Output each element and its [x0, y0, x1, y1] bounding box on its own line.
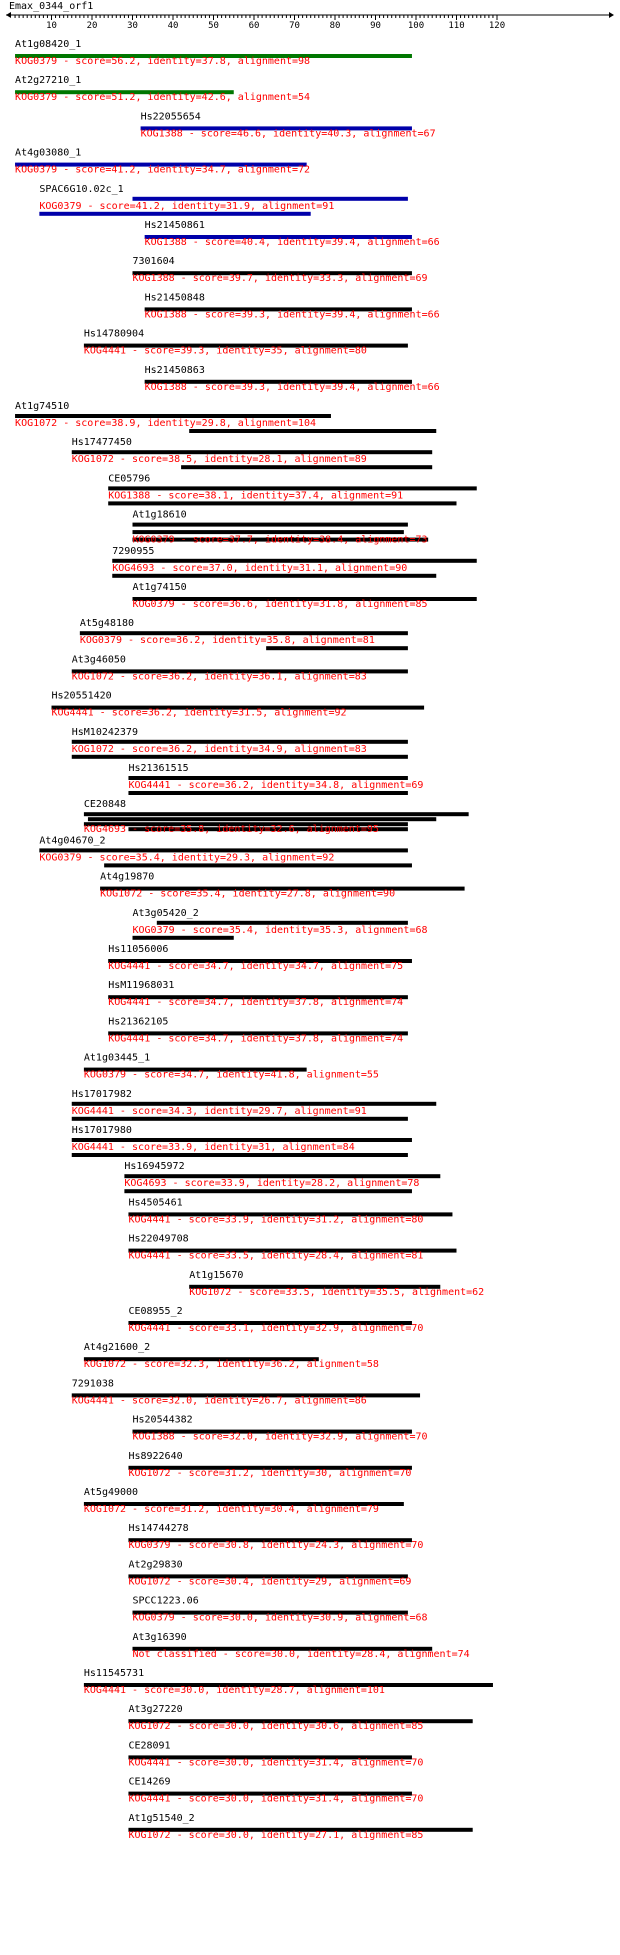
alignment-bar	[112, 574, 436, 578]
hit-name: At4g21600_2	[83, 1342, 151, 1354]
hit-name: Hs21450863	[144, 364, 205, 376]
hit-row	[80, 618, 408, 650]
hit-row	[84, 1487, 404, 1515]
hit-name: HsM10242379	[71, 726, 138, 738]
hit-name: At3g05420_2	[132, 907, 199, 919]
kog-annotation: KOG0379 - score=34.7, identity=41.8, alignment=55	[83, 1069, 379, 1081]
hit-row	[128, 1559, 411, 1587]
kog-annotation: KOG4441 - score=30.0, identity=31.4, alignment=70	[128, 1793, 424, 1805]
hit-name: Hs22049708	[128, 1233, 189, 1245]
hit-name: 7290955	[112, 545, 155, 557]
hit-name: Hs17477450	[71, 437, 132, 449]
hit-name: Hs17017980	[71, 1125, 132, 1136]
kog-annotation: KOG1388 - score=32.0, identity=32.9, alignment=70	[132, 1431, 428, 1443]
hit-row	[72, 1378, 420, 1406]
hit-name: Hs17017982	[71, 1088, 132, 1100]
kog-annotation: KOG4441 - score=34.7, identity=34.7, alignment=75	[108, 961, 404, 972]
hit-row	[108, 1016, 408, 1044]
alignment-bar	[108, 501, 456, 505]
hit-row	[112, 546, 477, 578]
hit-row	[15, 75, 310, 103]
tick-label: 10	[46, 21, 57, 31]
tick-label: 100	[407, 21, 425, 31]
hit-name: At4g04670_2	[39, 835, 106, 847]
hit-name: 7291038	[71, 1378, 114, 1390]
hit-row	[15, 39, 412, 67]
kog-annotation: KOG1072 - score=35.4, identity=27.8, alignment=90	[100, 888, 396, 900]
hit-name: HsM11968031	[108, 980, 175, 992]
hit-name: Hs11545731	[83, 1668, 145, 1679]
alignment-bar	[124, 1189, 412, 1193]
kog-annotation: KOG0379 - score=37.7, identity=38.4, alignment=73	[132, 534, 428, 546]
hit-name: At1g18610	[132, 509, 187, 521]
kog-annotation: KOG1388 - score=46.6, identity=40.3, alignment=67	[140, 128, 436, 140]
hit-name: At2g27210_1	[15, 75, 82, 87]
kog-annotation: KOG0379 - score=35.4, identity=35.3, alignment=68	[132, 924, 428, 936]
kog-annotation: KOG1072 - score=32.3, identity=36.2, alignment=58	[83, 1359, 379, 1371]
kog-annotation: KOG1072 - score=38.5, identity=28.1, alignment=89	[71, 454, 367, 466]
hit-row	[133, 256, 428, 284]
hit-row	[72, 727, 408, 759]
hit-name: At4g19870	[100, 871, 155, 883]
hit-name: At5g49000	[83, 1487, 139, 1498]
kog-annotation: KOG1388 - score=39.3, identity=39.4, alignment=66	[144, 309, 440, 321]
kog-annotation: KOG4441 - score=39.3, identity=35, alignment=80	[83, 345, 367, 357]
axis-right-arrow-icon	[609, 12, 614, 18]
kog-annotation: KOG0379 - score=41.2, identity=34.7, alignment=72	[15, 164, 311, 176]
hit-name: CE05796	[108, 473, 151, 485]
tick-label: 120	[488, 21, 506, 31]
alignment-bar	[72, 755, 408, 759]
kog-annotation: KOG1072 - score=30.0, identity=30.6, alignment=85	[128, 1721, 424, 1733]
hit-name: 7301604	[132, 256, 175, 268]
alignment-bar	[88, 817, 436, 821]
hit-row	[84, 799, 469, 835]
hit-name: Hs21450861	[144, 220, 205, 231]
kog-annotation: KOG1388 - score=38.1, identity=37.4, alignment=91	[108, 490, 404, 502]
alignment-bar	[189, 429, 436, 433]
alignment-bar	[72, 1117, 408, 1121]
kog-annotation: KOG4441 - score=36.2, identity=34.8, alignment=69	[128, 780, 424, 791]
position-axis	[6, 12, 614, 31]
alignment-bar	[133, 530, 404, 534]
kog-annotation: KOG4441 - score=33.5, identity=28.4, alignment=81	[128, 1250, 424, 1262]
hit-row	[108, 473, 477, 505]
kog-annotation: KOG4441 - score=30.0, identity=31.4, alignment=70	[128, 1757, 424, 1769]
kog-annotation: KOG0379 - score=41.2, identity=31.9, alignment=91	[39, 200, 335, 212]
kog-annotation: Not classified - score=30.0, identity=28.4, alignment=74	[132, 1648, 470, 1660]
hit-name: Hs20544382	[132, 1414, 193, 1426]
hit-row	[15, 401, 436, 433]
alignment-bar	[84, 812, 469, 816]
kog-annotation: KOG0379 - score=36.6, identity=31.8, alignment=85	[132, 599, 428, 610]
hit-name: At1g03445_1	[83, 1052, 151, 1064]
kog-annotation: KOG4693 - score=37.0, identity=31.1, alignment=90	[112, 562, 408, 574]
kog-annotation: KOG0379 - score=35.4, identity=29.3, alignment=92	[39, 852, 335, 864]
hit-row	[108, 980, 408, 1008]
kog-annotation: KOG1072 - score=36.2, identity=36.1, alignment=83	[71, 671, 367, 683]
hit-name: At1g08420_1	[15, 39, 82, 50]
kog-annotation: KOG4441 - score=34.7, identity=37.8, alignment=74	[108, 997, 404, 1009]
hit-row	[128, 1813, 472, 1841]
kog-annotation: KOG1072 - score=31.2, identity=30, alignment=70	[128, 1467, 412, 1479]
hit-row	[133, 1596, 428, 1624]
kog-annotation: KOG4441 - score=36.2, identity=31.5, alignment=92	[51, 707, 347, 719]
alignment-bar	[181, 465, 432, 469]
hit-row	[128, 1451, 412, 1479]
kog-annotation: KOG1388 - score=39.3, identity=39.4, alignment=66	[144, 381, 440, 393]
hit-name: Hs11056006	[108, 944, 169, 955]
kog-annotation: KOG1072 - score=36.2, identity=34.9, alignment=83	[71, 743, 367, 755]
hit-name: CE08955_2	[128, 1306, 183, 1317]
hit-row	[141, 111, 436, 139]
tick-label: 90	[370, 21, 381, 31]
hit-row	[84, 1342, 379, 1370]
hit-row	[128, 1777, 423, 1805]
alignment-bar	[128, 791, 407, 795]
hit-name: Hs22055654	[140, 111, 201, 123]
hit-row	[39, 835, 412, 867]
hit-name: At3g16390	[132, 1631, 187, 1643]
hit-row	[145, 292, 440, 320]
kog-annotation: KOG1072 - score=33.5, identity=35.5, alignment=62	[189, 1286, 485, 1298]
alignment-bar	[133, 523, 408, 527]
kog-annotation: KOG1388 - score=39.7, identity=33.3, alignment=69	[132, 273, 428, 285]
hit-row	[84, 1053, 379, 1081]
kog-annotation: KOG0379 - score=51.2, identity=42.6, alignment=54	[15, 92, 311, 104]
kog-annotation: KOG0379 - score=56.2, identity=37.8, alignment=98	[15, 56, 311, 67]
hit-name: At5g48180	[79, 618, 135, 630]
hit-row	[128, 1704, 472, 1732]
hit-name: At3g46050	[71, 654, 126, 666]
tick-label: 70	[289, 21, 300, 31]
hit-name: Hs21450848	[144, 292, 205, 304]
hit-name: Hs20551420	[51, 690, 112, 702]
kog-annotation: KOG4441 - score=33.1, identity=32.9, alignment=70	[128, 1323, 424, 1334]
tick-label: 40	[167, 21, 179, 31]
hit-row	[72, 1125, 412, 1157]
kog-annotation: KOG4441 - score=32.0, identity=26.7, alignment=86	[71, 1395, 367, 1407]
kog-annotation: KOG4441 - score=34.7, identity=37.8, alignment=74	[108, 1033, 404, 1045]
tick-label: 60	[248, 21, 260, 31]
hit-row	[133, 1415, 428, 1443]
hit-row	[145, 220, 440, 248]
hit-row	[128, 1197, 452, 1225]
hit-name: At4g03080_1	[15, 147, 82, 159]
kog-annotation: KOG0379 - score=30.8, identity=24.3, alignment=70	[128, 1540, 424, 1552]
tick-label: 20	[86, 21, 98, 31]
kog-annotation: KOG4693 - score=35.8, identity=32.6, alignment=95	[83, 824, 379, 836]
kog-annotation: KOG1072 - score=31.2, identity=30.4, alignment=79	[83, 1504, 379, 1515]
hit-row	[39, 184, 408, 216]
hit-row	[128, 1740, 423, 1768]
tick-label: 30	[127, 21, 138, 31]
tick-label: 80	[329, 21, 341, 31]
hit-row	[100, 872, 465, 900]
hit-row	[124, 1161, 440, 1193]
kog-annotation: KOG4441 - score=30.0, identity=28.7, alignment=101	[83, 1685, 385, 1696]
hit-row	[72, 1089, 437, 1121]
hit-row	[133, 582, 477, 610]
hit-row	[145, 365, 440, 393]
hit-name: SPAC6G10.02c_1	[39, 183, 124, 195]
hit-name: At1g74150	[132, 582, 187, 593]
hit-name: Hs14744278	[128, 1523, 189, 1535]
hit-name: Hs21361515	[128, 763, 189, 774]
kog-annotation: KOG1072 - score=38.9, identity=29.8, alignment=104	[15, 418, 317, 429]
kog-annotation: KOG4441 - score=34.3, identity=29.7, alignment=91	[71, 1105, 367, 1117]
axis-left-arrow-icon	[6, 12, 11, 18]
hit-name: Hs4505461	[128, 1197, 183, 1209]
hit-name: At1g51540_2	[128, 1812, 195, 1824]
kog-annotation: KOG1072 - score=30.4, identity=29, alignment=69	[128, 1576, 412, 1588]
kog-annotation: KOG1072 - score=30.0, identity=27.1, alignment=85	[128, 1829, 424, 1841]
kog-annotation: KOG4441 - score=33.9, identity=31.2, alignment=80	[128, 1214, 424, 1226]
hit-row	[108, 944, 412, 972]
hit-row	[128, 1234, 456, 1262]
hit-name: CE20848	[83, 799, 127, 811]
kog-annotation: KOG4441 - score=33.9, identity=31, alignment=84	[71, 1142, 355, 1153]
alignment-bar	[266, 646, 408, 650]
hit-list	[15, 39, 493, 1841]
hit-name: CE28091	[128, 1740, 171, 1752]
hit-name: At3g27220	[128, 1704, 183, 1716]
hit-row	[84, 329, 408, 357]
hit-name: SPCC1223.06	[132, 1595, 199, 1607]
tick-label: 110	[448, 21, 465, 31]
hit-row	[128, 763, 423, 795]
alignment-bar	[133, 936, 234, 940]
kog-annotation: KOG1388 - score=40.4, identity=39.4, alignment=66	[144, 237, 440, 248]
alignment-bar	[72, 1153, 408, 1157]
hit-row	[15, 148, 310, 176]
hit-name: Hs14780904	[83, 328, 145, 340]
hit-name: At2g29830	[128, 1559, 183, 1571]
kog-annotation: KOG0379 - score=36.2, identity=35.8, alignment=81	[79, 635, 375, 647]
hit-row	[133, 908, 428, 940]
hit-name: CE14269	[128, 1776, 171, 1788]
hit-row	[189, 1270, 484, 1298]
hit-row	[72, 437, 432, 469]
chart-title: Emax_0344_orf1	[9, 1, 94, 12]
alignment-bar	[39, 212, 310, 216]
hit-name: At1g74510	[15, 401, 70, 412]
hit-row	[133, 510, 429, 546]
hit-name: Hs16945972	[124, 1161, 185, 1173]
kog-annotation: KOG0379 - score=30.0, identity=30.9, alignment=68	[132, 1612, 428, 1624]
alignment-bar	[104, 863, 412, 867]
hit-name: Hs8922640	[128, 1450, 183, 1462]
hit-name: Hs21362105	[108, 1016, 169, 1028]
hit-row	[133, 1632, 470, 1660]
kog-annotation: KOG4693 - score=33.9, identity=28.2, alignment=78	[124, 1178, 420, 1190]
hit-row	[52, 691, 425, 719]
tick-label: 50	[208, 21, 219, 31]
hit-row	[84, 1668, 493, 1696]
hit-row	[72, 654, 408, 682]
hit-name: At1g15670	[189, 1269, 244, 1281]
hit-row	[128, 1523, 423, 1551]
hit-row	[128, 1306, 423, 1334]
